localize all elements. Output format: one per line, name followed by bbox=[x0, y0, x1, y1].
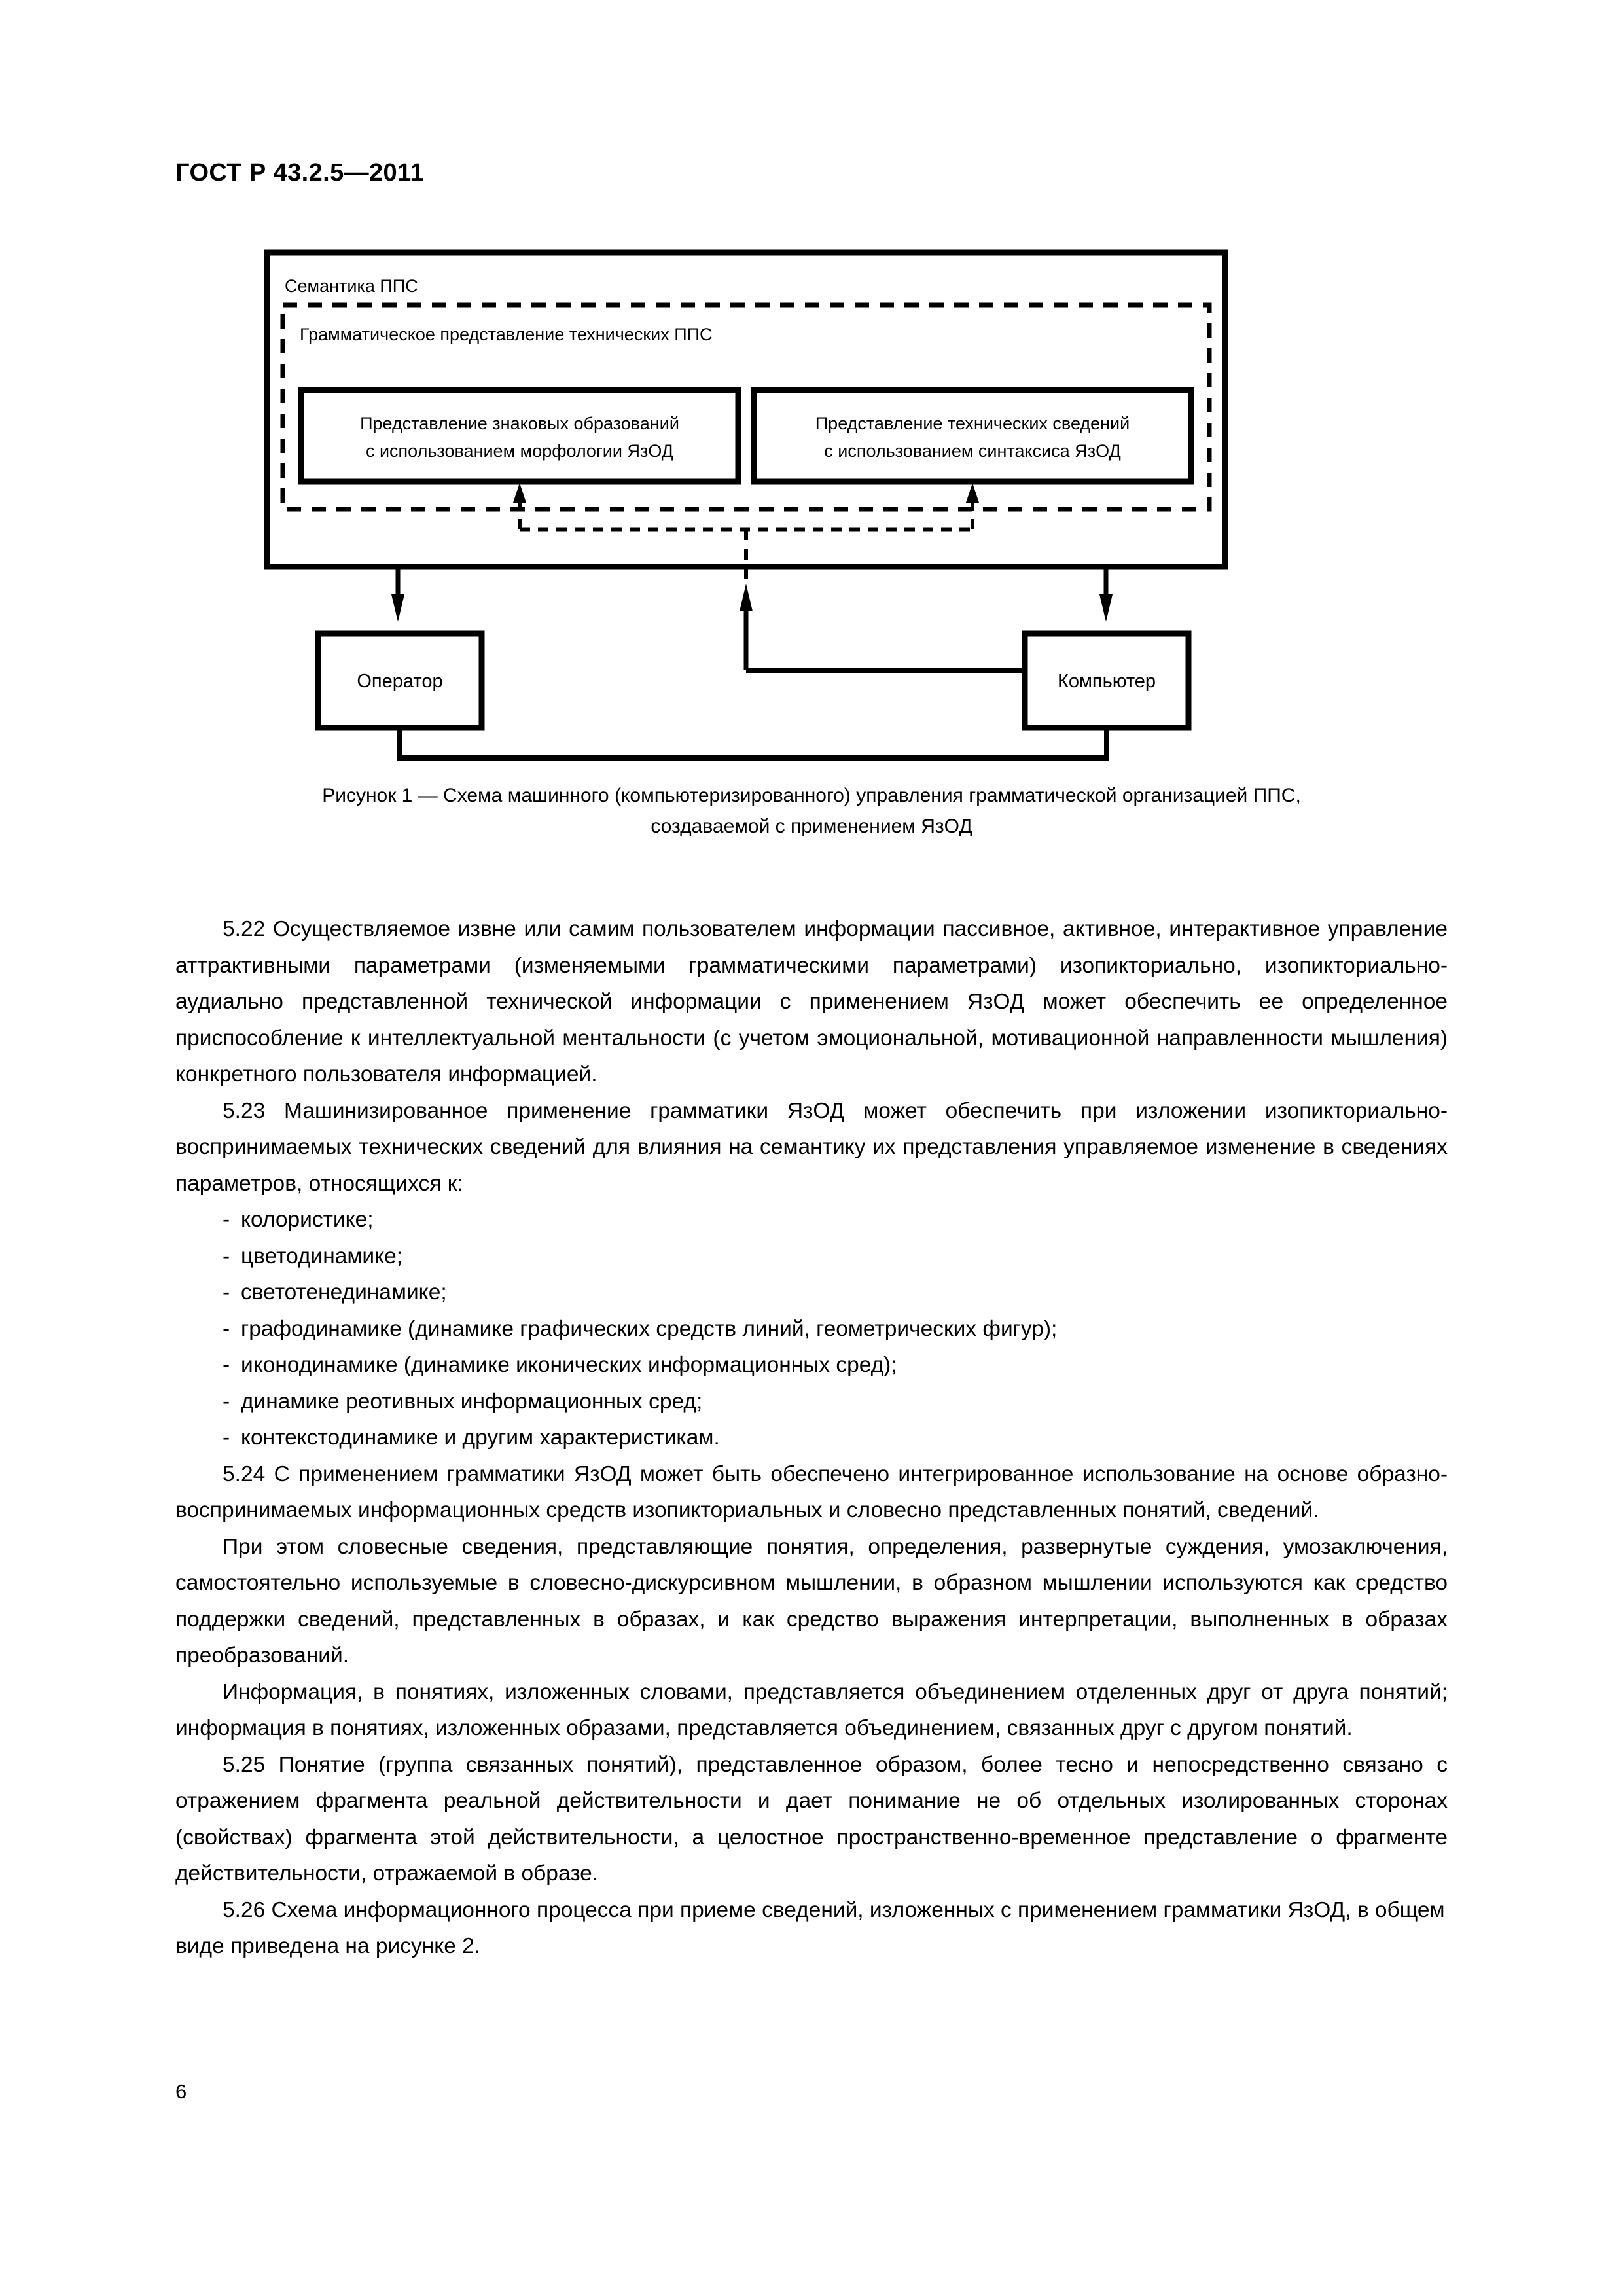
paragraph-5-24: 5.24 С применением грамматики ЯзОД может быть обеспечено интегрированное использование на основе образно-воспринимаемых информационных средств изопикториальных и словесно представленных понятий, сведений. bbox=[175, 1462, 1448, 1522]
figure-caption-line-2: создаваемой с применением ЯзОД bbox=[651, 816, 972, 837]
list-item bbox=[175, 1347, 1448, 1384]
arrowhead-center-up bbox=[740, 584, 753, 611]
paragraph-informaciya: Информация, в понятиях, изложенных словами, представляется объединением отделенных друг от друга понятий; информация в понятиях, изложенных образами, представляется объединением, связанных друг с другом понятий. bbox=[175, 1679, 1448, 1740]
standard-code-header: ГОСТ Р 43.2.5—2011 bbox=[175, 159, 425, 187]
arrowhead-to-operator bbox=[391, 594, 404, 622]
paragraph-5-25: 5.25 Понятие (группа связанных понятий), представленное образом, более тесно и непосредственно связано с отражением фрагмента реальной действительности и дает понимание не об отдельных изолированных сторонах (свойствах) фрагмента этой действительности, а целостное пространственно-временное представление о фрагменте действительности, отражаемой в образе. bbox=[175, 1752, 1448, 1886]
box-computer-label: Компьютер bbox=[1057, 671, 1156, 692]
page-number: 6 bbox=[175, 2080, 187, 2103]
outer-box-semantics bbox=[267, 253, 1225, 567]
box-technical-data bbox=[754, 390, 1191, 482]
list-item-label: светотенединамике; bbox=[241, 1280, 447, 1304]
bullet-dash: - bbox=[223, 1280, 230, 1304]
bullet-dash: - bbox=[223, 1353, 230, 1377]
list-item bbox=[175, 1274, 1448, 1311]
list-item-label: графодинамике (динамике графических средств линий, геометрических фигур); bbox=[241, 1316, 1058, 1341]
bullet-dash: - bbox=[223, 1389, 230, 1414]
paragraph-5-23: 5.23 Машинизированное применение грамматики ЯзОД может обеспечить при изложении изопикториально-воспринимаемых технических сведений для влияния на семантику их представления управляемое изменение в сведениях параметров, относящихся к: bbox=[175, 1098, 1448, 1196]
list-item-label: динамике реотивных информационных сред; bbox=[241, 1389, 703, 1414]
paragraph-pri-etom: При этом словесные сведения, представляющие понятия, определения, развернутые суждения, умозаключения, самостоятельно используемые в словесно-дискурсивном мышлении, в образном мышлении используются как средство поддержки сведений, представленных в образах, и как средство выражения интерпретации, выполненных в образах преобразований. bbox=[175, 1534, 1448, 1668]
paragraph-5-26: 5.26 Схема информационного процесса при приеме сведений, изложенных с применением грамматики ЯзОД, в общем виде приведена на рисунке 2. bbox=[175, 1897, 1445, 1958]
list-item bbox=[175, 1384, 1448, 1420]
bullet-dash: - bbox=[223, 1208, 230, 1232]
figure-1-diagram bbox=[255, 241, 1368, 764]
list-item bbox=[175, 1311, 1448, 1348]
box-sign-formations-line1: Представление знаковых образований bbox=[360, 414, 679, 433]
bullet-dash: - bbox=[223, 1426, 230, 1450]
arrowhead-to-computer bbox=[1099, 594, 1113, 622]
list-item-label: цветодинамике; bbox=[241, 1244, 403, 1268]
list-item bbox=[175, 1202, 1448, 1238]
box-technical-data-line1: Представление технических сведений bbox=[815, 414, 1130, 433]
list-item bbox=[175, 1238, 1448, 1275]
box-sign-formations-line2: с использованием морфологии ЯзОД bbox=[365, 441, 674, 461]
body-text bbox=[175, 911, 1448, 1965]
figure-1-caption bbox=[175, 780, 1448, 842]
bullet-dash: - bbox=[223, 1244, 230, 1268]
list-item-label: иконодинамике (динамике иконических информационных сред); bbox=[241, 1353, 897, 1377]
outer-box-label: Семантика ППС bbox=[285, 276, 418, 296]
line-operator-computer-loop bbox=[400, 728, 1107, 758]
paragraph-5-22: 5.22 Осуществляемое извне или самим пользователем информации пассивное, активное, интерактивное управление аттрактивными параметрами (изменяемыми грамматическими параметрами) изопикториально, изопикториально-аудиально представленной технической информации с применением ЯзОД может обеспечить ее определенное приспособление к интеллектуальной ментальности (с учетом эмоциональной, мотивационной направленности мышления) конкретного пользователя информацией. bbox=[175, 917, 1448, 1086]
figure-1 bbox=[0, 241, 1623, 764]
list-item-label: контекстодинамике и другим характеристикам. bbox=[241, 1426, 720, 1450]
box-sign-formations bbox=[301, 390, 738, 482]
figure-caption-line-1: Рисунок 1 — Схема машинного (компьютеризированного) управления грамматической организацией ППС, bbox=[322, 785, 1301, 806]
list-item-label: колористике; bbox=[241, 1208, 374, 1232]
arrowhead-right-inner-box bbox=[966, 483, 979, 503]
bullet-dash: - bbox=[223, 1316, 230, 1341]
dashed-box-label: Грамматическое представление технических ППС bbox=[300, 325, 713, 344]
list-item bbox=[175, 1420, 1448, 1456]
parameter-list bbox=[175, 1202, 1448, 1456]
box-operator-label: Оператор bbox=[357, 671, 443, 692]
box-technical-data-line2: с использованием синтаксиса ЯзОД bbox=[824, 441, 1121, 461]
arrowhead-left-inner-box bbox=[513, 483, 526, 503]
